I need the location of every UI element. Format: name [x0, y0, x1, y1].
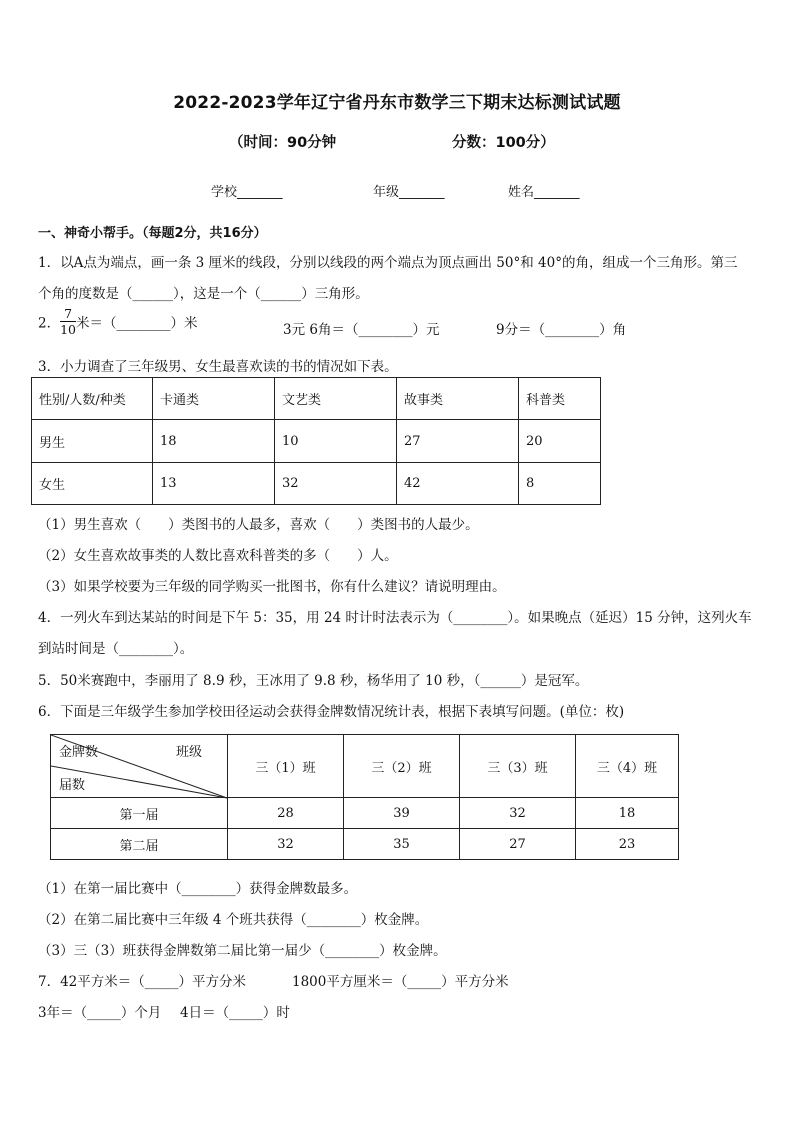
question-2: [38, 306, 198, 337]
question-6-sub-3: （3）三（3）班获得金牌数第二届比第一届少（________）枚金牌。: [38, 943, 447, 959]
table-row: [32, 463, 601, 505]
table-cell: 18: [153, 420, 275, 463]
question-3-intro: 3．小力调查了三年级男、女生最喜欢读的书的情况如下表。: [38, 359, 398, 375]
table-cell: 27: [397, 420, 519, 463]
table-cell: 23: [576, 829, 679, 860]
section-heading: 一、神奇小帮手。（每题2分，共16分）: [38, 226, 267, 241]
class-header-cell: 三（2）班: [344, 735, 460, 798]
question-1-line-1: 1．以A点为端点，画一条 3 厘米的线段，分别以线段的两个端点为顶点画出 50°和 40°的角，组成一个三角形。第三: [38, 255, 738, 271]
question-2-part-2: 3元 6角＝（________）元: [283, 322, 440, 338]
table-cell: 39: [344, 798, 460, 829]
corner-label-medals: 金牌数: [59, 745, 99, 760]
table-header-cell: 故事类: [397, 378, 519, 420]
question-6-intro: 6．下面是三年级学生参加学校田径运动会获得金牌数情况统计表，根据下表填写问题。(单位：枚): [38, 704, 625, 720]
table-header-cell: 性别/人数/种类: [32, 378, 153, 420]
table-cell: 18: [576, 798, 679, 829]
table-cell: 27: [460, 829, 576, 860]
table-cell: 20: [519, 420, 601, 463]
class-header-cell: 三（3）班: [460, 735, 576, 798]
question-6-sub-1: （1）在第一届比赛中（________）获得金牌数最多。: [38, 881, 358, 897]
question-3-sub-1: （1）男生喜欢（ ）类图书的人最多，喜欢（ ）类图书的人最少。: [38, 517, 479, 533]
table-header-row: [51, 735, 679, 798]
exam-score: 分数：100分）: [452, 135, 555, 151]
fraction: [60, 306, 76, 337]
table-cell: 10: [275, 420, 397, 463]
row-label: 第二届: [51, 829, 228, 860]
school-field: 学校_______: [211, 185, 283, 200]
question-2-number: 2．: [38, 315, 61, 332]
table-cell: 28: [228, 798, 344, 829]
table-row: [32, 420, 601, 463]
question-7-part-2: 1800平方厘米＝（_____）平方分米: [292, 974, 509, 990]
question-7-part-1: 7．42平方米＝（_____）平方分米: [38, 974, 247, 990]
fraction-numerator: 7: [60, 306, 76, 322]
corner-label-class: 班级: [176, 745, 203, 760]
table-cell: 32: [460, 798, 576, 829]
grade-field: 年级_______: [373, 185, 445, 200]
table-cell: 35: [344, 829, 460, 860]
question-2-part-1: 米＝（________）米: [76, 315, 198, 332]
question-4-line-2: 到站时间是（________）。: [38, 641, 194, 657]
question-3-sub-2: （2）女生喜欢故事类的人数比喜欢科普类的多（ ）人。: [38, 548, 398, 564]
class-header-cell: 三（1）班: [228, 735, 344, 798]
question-4-line-1: 4．一列火车到达某站的时间是下午 5：35，用 24 时计时法表示为（________）。如果晚点（延迟）15 分钟，这列火车: [38, 610, 752, 626]
book-preference-table: [31, 377, 601, 505]
question-3-sub-3: （3）如果学校要为三年级的同学购买一批图书，你有什么建议？请说明理由。: [38, 579, 506, 595]
table-cell: 8: [519, 463, 601, 505]
corner-label-session: 届数: [59, 778, 86, 793]
table-cell: 42: [397, 463, 519, 505]
diagonal-header-cell: [51, 735, 228, 798]
table-cell: 13: [153, 463, 275, 505]
table-cell: 女生: [32, 463, 153, 505]
table-row: [51, 829, 679, 860]
question-2-part-3: 9分＝（________）角: [496, 322, 627, 338]
table-header-cell: 卡通类: [153, 378, 275, 420]
question-7-part-3: 3年＝（_____）个月: [38, 1005, 162, 1021]
question-5: 5．50米赛跑中，李丽用了 8.9 秒，王冰用了 9.8 秒，杨华用了 10 秒，（______）是冠军。: [38, 673, 589, 689]
table-header-cell: 科普类: [519, 378, 601, 420]
table-cell: 32: [228, 829, 344, 860]
table-cell: 32: [275, 463, 397, 505]
table-header-row: [32, 378, 601, 420]
table-cell: 男生: [32, 420, 153, 463]
table-header-cell: 文艺类: [275, 378, 397, 420]
page-title: 2022-2023学年辽宁省丹东市数学三下期末达标测试试题: [173, 93, 621, 113]
question-6-sub-2: （2）在第二届比赛中三年级 4 个班共获得（________）枚金牌。: [38, 912, 429, 928]
name-field: 姓名_______: [508, 185, 580, 200]
fraction-denominator: 10: [60, 322, 76, 337]
question-7-part-4: 4日＝（_____）时: [180, 1005, 290, 1021]
gold-medal-table: [50, 734, 679, 860]
row-label: 第一届: [51, 798, 228, 829]
question-1-line-2: 个角的度数是（______），这是一个（______）三角形。: [38, 286, 369, 302]
table-row: [51, 798, 679, 829]
class-header-cell: 三（4）班: [576, 735, 679, 798]
exam-time: （时间：90分钟: [229, 135, 337, 151]
